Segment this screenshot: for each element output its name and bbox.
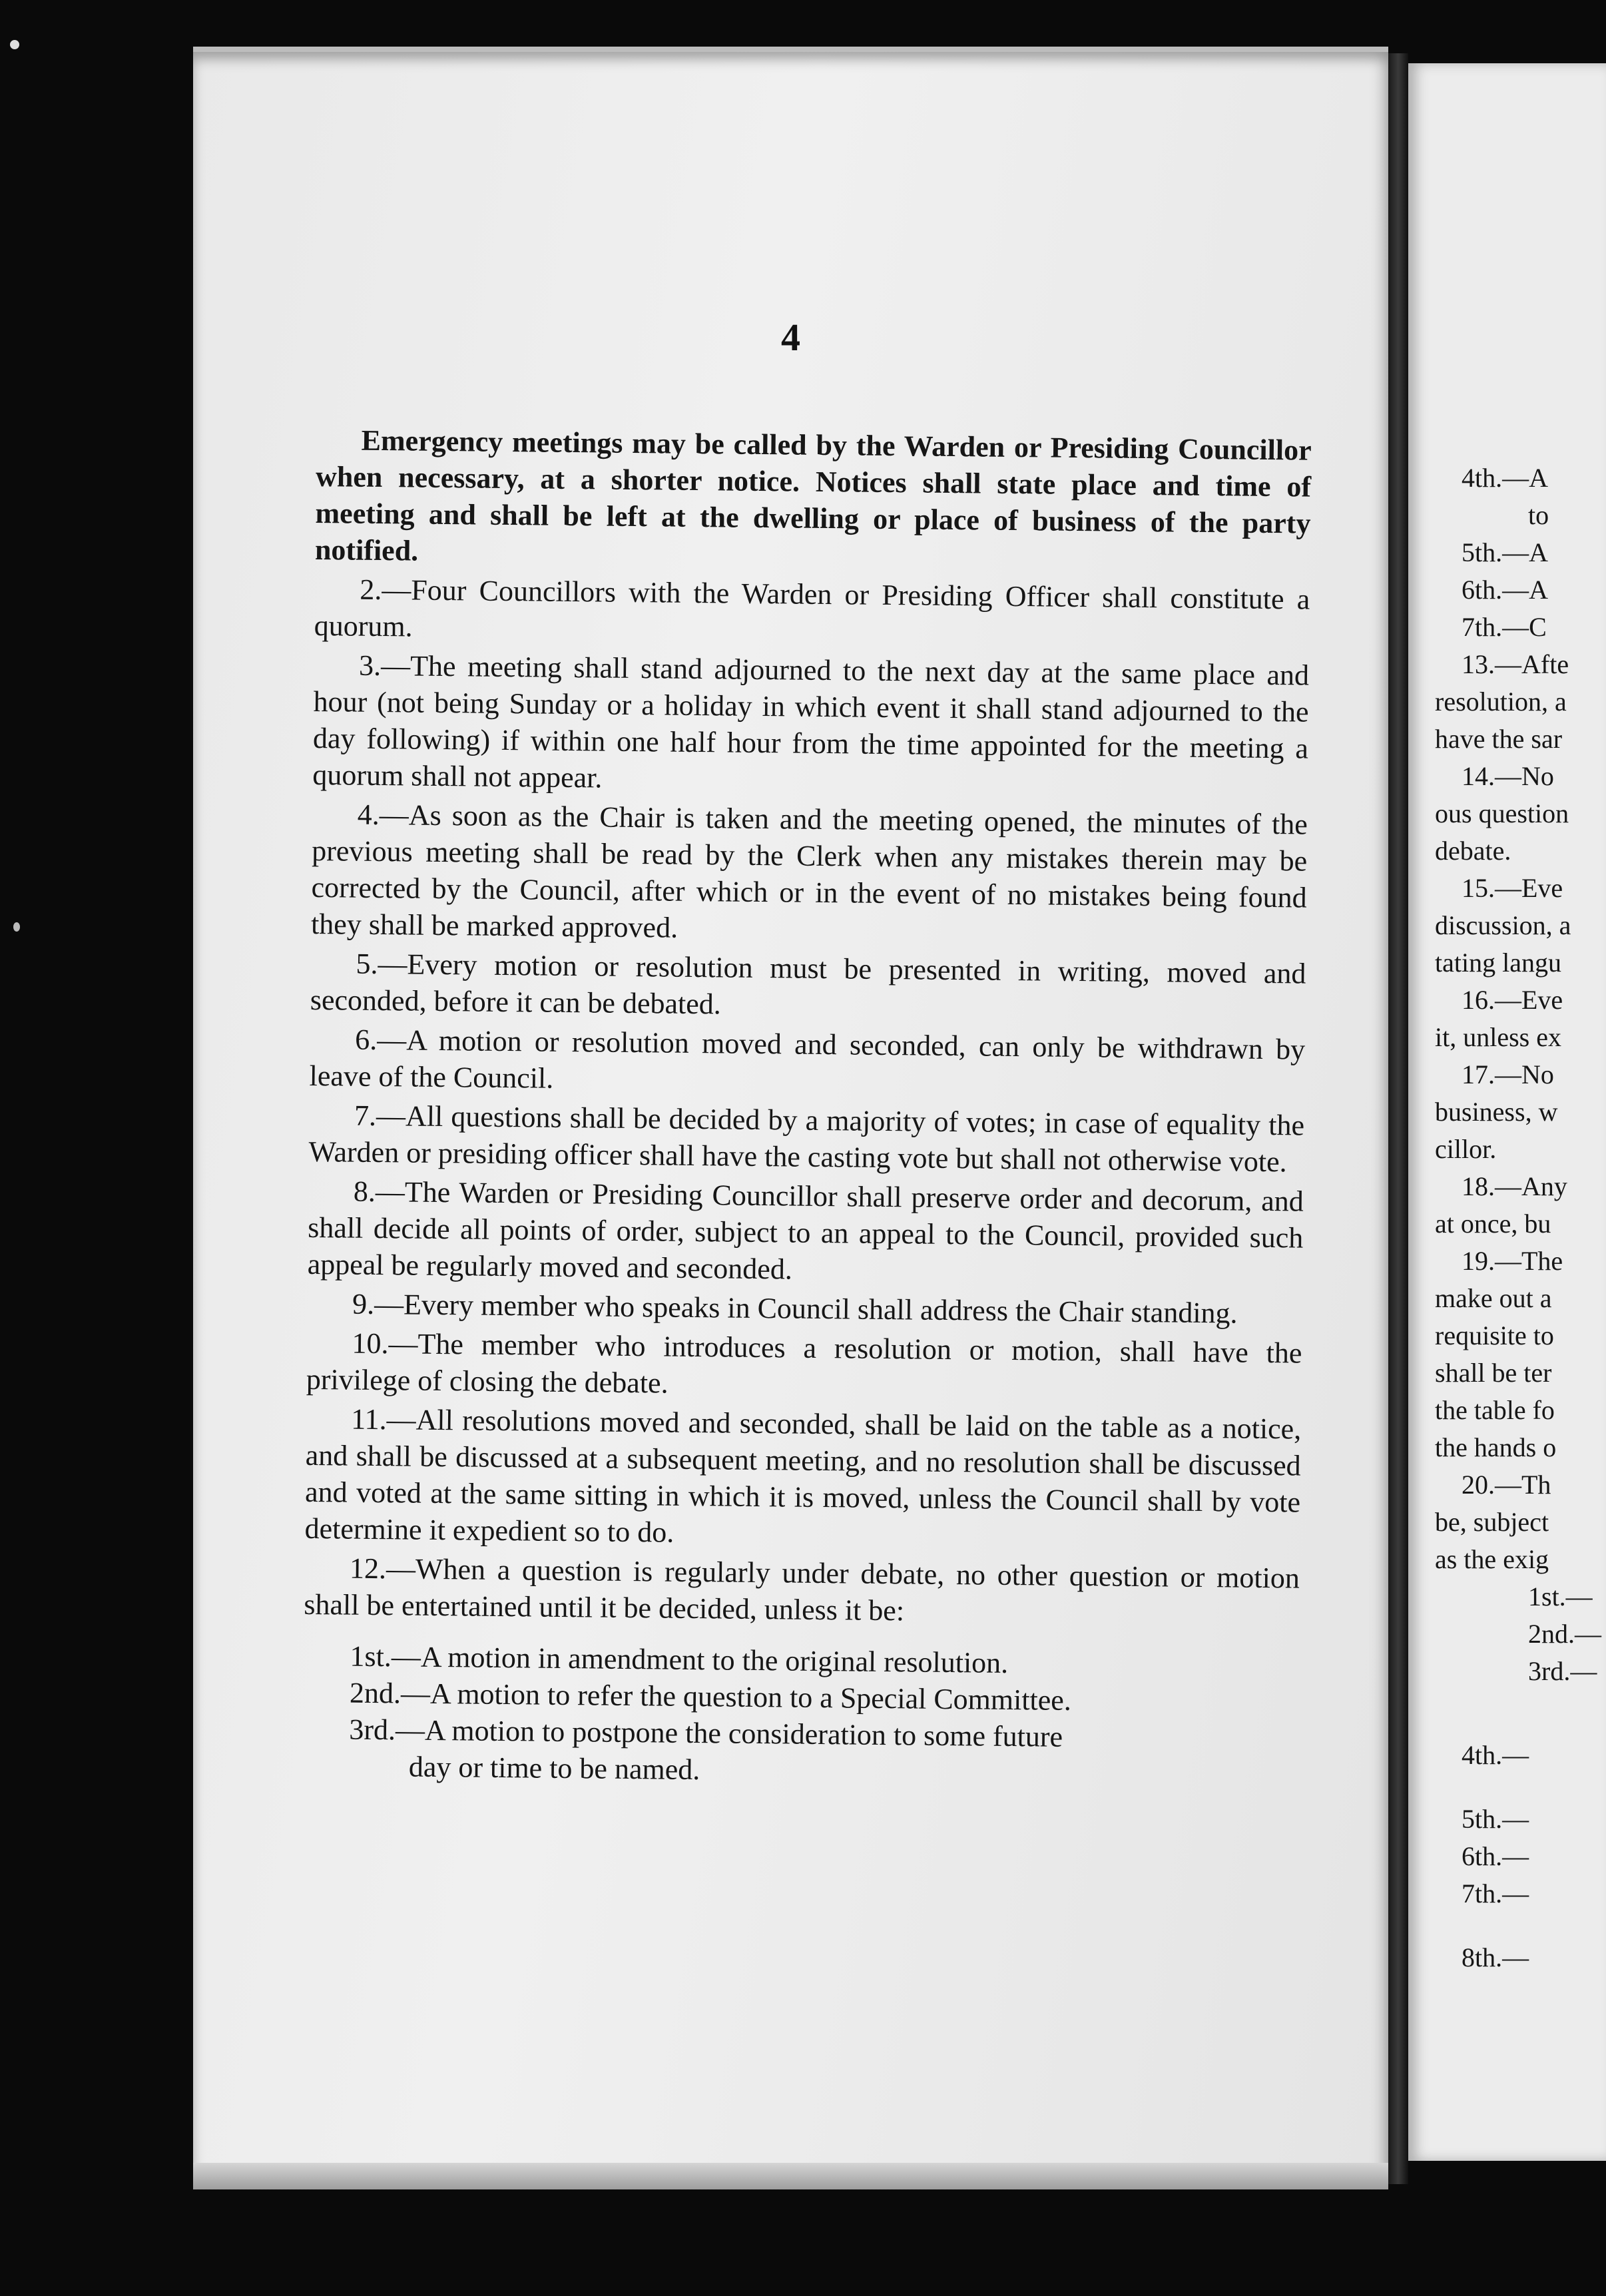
paragraph-5-motions-in-writing: 5.—Every motion or resolution must be presented in writing, moved and seconded, before it can be debated.: [310, 947, 1306, 1021]
right-line: 3rd.—: [1528, 1656, 1597, 1686]
paragraph-9-address-chair: 9.—Every member who speaks in Council shall address the Chair standing.: [352, 1287, 1238, 1330]
right-line: 5th.—A: [1462, 537, 1548, 567]
right-line: 4th.—: [1462, 1740, 1529, 1770]
paragraph-8-order-decorum: 8.—The Warden or Presiding Councillor shall preserve order and decorum, and shall decide all points of order, subject to an appeal to the Council, provided such appeal be regularly moved and seconded.: [307, 1175, 1304, 1286]
list-item-text: 2nd.—A motion to refer the question to a Special Committee.: [349, 1676, 1072, 1717]
paragraph-10-closing-debate: 10.—The member who introduces a resolution or motion, shall have the privilege of closing the debate.: [306, 1326, 1302, 1400]
scan-speck: [10, 40, 19, 49]
right-line: 18.—Any: [1462, 1171, 1567, 1201]
right-line: cillor.: [1435, 1134, 1497, 1164]
right-line: it, unless ex: [1435, 1022, 1561, 1052]
right-line: the hands o: [1435, 1432, 1557, 1462]
left-page: [193, 47, 1388, 2189]
right-line: business, w: [1435, 1097, 1558, 1127]
right-line: debate.: [1435, 836, 1511, 866]
right-line: 4th.—A: [1462, 463, 1548, 493]
right-line: make out a: [1435, 1283, 1552, 1313]
right-line: tating langu: [1435, 948, 1561, 978]
right-line: 15.—Eve: [1462, 873, 1563, 903]
scan-speck: [13, 922, 20, 932]
list-item: [349, 1711, 1298, 1795]
right-line: have the sar: [1435, 724, 1563, 754]
right-line: 17.—No: [1462, 1059, 1554, 1089]
right-line: 6th.—: [1462, 1841, 1529, 1871]
book-gutter: [1388, 53, 1408, 2184]
list-item-text: 3rd.—A motion to postpone the consideration to some future: [349, 1713, 1063, 1753]
right-line: as the exig: [1435, 1544, 1549, 1574]
paragraph-4-minutes: 4.—As soon as the Chair is taken and the meeting opened, the minutes of the previous meeting shall be read by the Clerk when any mistakes therein may be corrected by the Council, after which or in the event of no mistakes being found they shall be marked approved.: [310, 798, 1308, 944]
right-line: 14.—No: [1462, 761, 1554, 791]
paragraph-emergency-meetings: Emergency meetings may be called by the Warden or Presiding Councillor when necessary, at a shorter notice. Notices shall state place and time of meeting and shall be left at the dwelling or place of business of the party notified.: [314, 424, 1312, 567]
left-page-body: [302, 422, 1312, 1795]
right-line: shall be ter: [1435, 1358, 1552, 1388]
right-line: 5th.—: [1462, 1804, 1529, 1834]
list-item-text: 1st.—A motion in amendment to the original resolution.: [350, 1639, 1009, 1679]
right-line: 2nd.—: [1528, 1619, 1601, 1649]
paragraph-3-adjournment: 3.—The meeting shall stand adjourned to the next day at the same place and hour (not being Sunday or a holiday in which event it shall stand adjourned to the day following) if within one half hour from the time appointed for the meeting a quorum shall not appear.: [312, 649, 1310, 794]
right-line: 6th.—A: [1462, 575, 1548, 605]
motion-types-list: [302, 1637, 1299, 1795]
right-line: at once, bu: [1435, 1209, 1551, 1239]
right-line: resolution, a: [1435, 687, 1567, 717]
right-line: 7th.—C: [1462, 612, 1547, 642]
right-page: [1408, 63, 1606, 2161]
right-page-body: [1435, 459, 1606, 1976]
paragraph-12-question-under-debate: 12.—When a question is regularly under debate, no other question or motion shall be entertained until it be decided, unless it be:: [304, 1552, 1300, 1627]
paragraph-2-quorum: 2.—Four Councillors with the Warden or Presiding Officer shall constitute a quorum.: [314, 573, 1310, 643]
right-line: 16.—Eve: [1462, 985, 1563, 1015]
right-line: 8th.—: [1462, 1942, 1529, 1972]
right-line: 1st.—: [1528, 1581, 1593, 1611]
right-line: 13.—Afte: [1462, 649, 1569, 679]
right-line: requisite to: [1435, 1320, 1554, 1350]
right-line: ous question: [1435, 798, 1569, 828]
paragraph-7-majority-votes: 7.—All questions shall be decided by a majority of votes; in case of equality the Warden or presiding officer shall have the casting vote but shall not otherwise vote.: [308, 1099, 1305, 1179]
right-line: 19.—The: [1462, 1246, 1563, 1276]
right-line: discussion, a: [1435, 910, 1571, 940]
right-line: to: [1528, 500, 1549, 530]
page-number: 4: [781, 316, 800, 359]
paragraph-6-withdrawal: 6.—A motion or resolution moved and seconded, can only be withdrawn by leave of the Council.: [309, 1023, 1306, 1095]
right-line: 20.—Th: [1462, 1470, 1551, 1500]
right-line: be, subject: [1435, 1507, 1549, 1537]
list-item-continuation: day or time to be named.: [408, 1750, 700, 1787]
right-line: 7th.—: [1462, 1878, 1529, 1908]
paragraph-11-resolutions-notice: 11.—All resolutions moved and seconded, shall be laid on the table as a notice, and shall be discussed at a subsequent meeting, and no resolution shall be discussed and voted at the same sitting in which it is moved, unless the Council shall by vote determine it expedient so to do.: [304, 1402, 1302, 1549]
right-line: the table fo: [1435, 1395, 1555, 1425]
